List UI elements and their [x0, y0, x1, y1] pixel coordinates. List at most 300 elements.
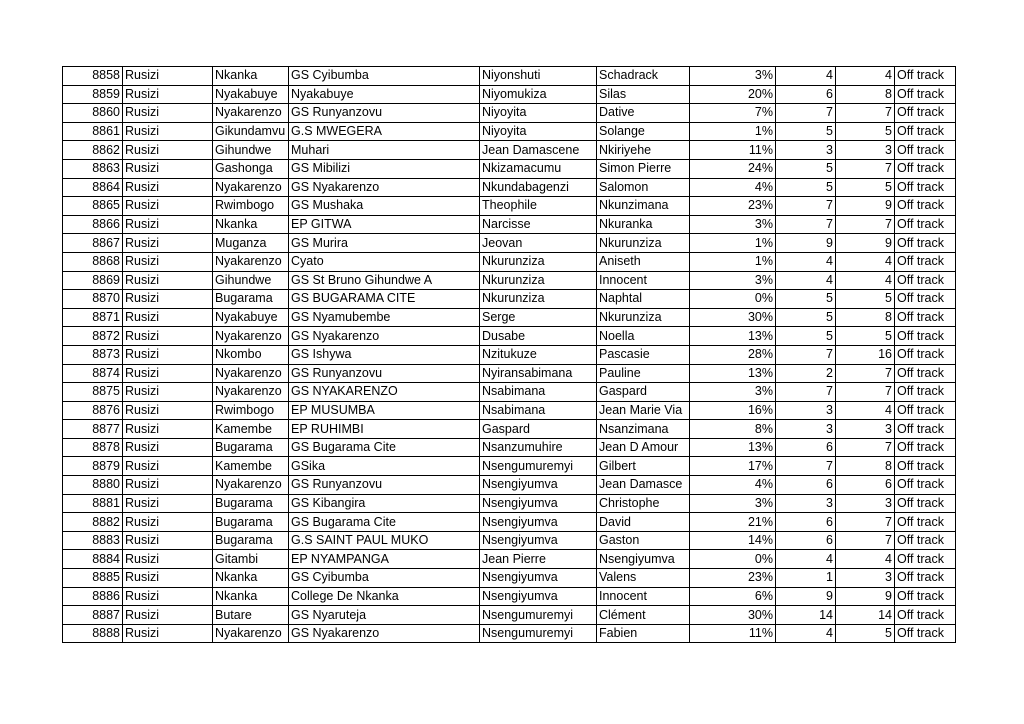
cell-percent: 16%	[690, 401, 776, 420]
cell-status: Off track	[895, 401, 956, 420]
cell-score-b: 8	[836, 457, 895, 476]
cell-first-name: Jean Damasce	[597, 476, 690, 495]
cell-first-name: Pascasie	[597, 345, 690, 364]
cell-score-a: 6	[776, 513, 836, 532]
cell-status: Off track	[895, 122, 956, 141]
cell-last-name: Nsabimana	[480, 383, 597, 402]
cell-row-number: 8875	[63, 383, 123, 402]
cell-row-number: 8858	[63, 67, 123, 86]
cell-status: Off track	[895, 476, 956, 495]
cell-sector: Nkanka	[213, 67, 289, 86]
cell-first-name: Nkurunziza	[597, 308, 690, 327]
cell-district: Rusizi	[123, 308, 213, 327]
cell-percent: 23%	[690, 197, 776, 216]
table-row	[63, 290, 956, 309]
cell-school: GS Runyanzovu	[289, 364, 480, 383]
cell-row-number: 8866	[63, 215, 123, 234]
cell-last-name: Narcisse	[480, 215, 597, 234]
cell-district: Rusizi	[123, 345, 213, 364]
cell-score-b: 9	[836, 234, 895, 253]
cell-first-name: Jean D Amour	[597, 438, 690, 457]
table-row	[63, 234, 956, 253]
table-row	[63, 550, 956, 569]
table-row	[63, 345, 956, 364]
cell-score-a: 3	[776, 494, 836, 513]
table-row	[63, 457, 956, 476]
cell-row-number: 8883	[63, 531, 123, 550]
cell-sector: Nyakarenzo	[213, 104, 289, 123]
cell-row-number: 8879	[63, 457, 123, 476]
table-row	[63, 327, 956, 346]
cell-school: GS Ishywa	[289, 345, 480, 364]
cell-score-b: 3	[836, 141, 895, 160]
cell-school: GS Nyamubembe	[289, 308, 480, 327]
table-row	[63, 513, 956, 532]
cell-status: Off track	[895, 234, 956, 253]
cell-status: Off track	[895, 178, 956, 197]
cell-district: Rusizi	[123, 271, 213, 290]
cell-sector: Kamembe	[213, 457, 289, 476]
cell-status: Off track	[895, 438, 956, 457]
cell-last-name: Nsengumuremyi	[480, 624, 597, 643]
cell-school: Nyakabuye	[289, 85, 480, 104]
cell-district: Rusizi	[123, 122, 213, 141]
cell-district: Rusizi	[123, 606, 213, 625]
cell-score-a: 3	[776, 401, 836, 420]
table-row	[63, 569, 956, 588]
cell-row-number: 8873	[63, 345, 123, 364]
cell-first-name: Solange	[597, 122, 690, 141]
cell-district: Rusizi	[123, 438, 213, 457]
cell-status: Off track	[895, 531, 956, 550]
cell-last-name: Dusabe	[480, 327, 597, 346]
cell-percent: 11%	[690, 141, 776, 160]
cell-last-name: Nsengiyumva	[480, 476, 597, 495]
cell-first-name: Simon Pierre	[597, 159, 690, 178]
cell-first-name: Christophe	[597, 494, 690, 513]
cell-school: GS Murira	[289, 234, 480, 253]
cell-first-name: Gilbert	[597, 457, 690, 476]
cell-sector: Rwimbogo	[213, 197, 289, 216]
table-body	[63, 67, 956, 643]
cell-percent: 28%	[690, 345, 776, 364]
cell-district: Rusizi	[123, 513, 213, 532]
table-row	[63, 624, 956, 643]
cell-first-name: Nkunzimana	[597, 197, 690, 216]
cell-last-name: Nkizamacumu	[480, 159, 597, 178]
cell-score-a: 9	[776, 587, 836, 606]
cell-status: Off track	[895, 606, 956, 625]
cell-row-number: 8882	[63, 513, 123, 532]
cell-status: Off track	[895, 550, 956, 569]
cell-row-number: 8876	[63, 401, 123, 420]
cell-percent: 4%	[690, 476, 776, 495]
cell-status: Off track	[895, 345, 956, 364]
cell-score-a: 4	[776, 624, 836, 643]
cell-last-name: Nsengiyumva	[480, 513, 597, 532]
cell-row-number: 8887	[63, 606, 123, 625]
cell-district: Rusizi	[123, 234, 213, 253]
cell-row-number: 8862	[63, 141, 123, 160]
cell-school: GS St Bruno Gihundwe A	[289, 271, 480, 290]
cell-row-number: 8868	[63, 252, 123, 271]
cell-last-name: Niyoyita	[480, 122, 597, 141]
cell-sector: Nkanka	[213, 569, 289, 588]
cell-score-a: 4	[776, 67, 836, 86]
cell-row-number: 8869	[63, 271, 123, 290]
cell-district: Rusizi	[123, 67, 213, 86]
cell-score-b: 6	[836, 476, 895, 495]
table-row	[63, 606, 956, 625]
cell-first-name: Fabien	[597, 624, 690, 643]
cell-percent: 8%	[690, 420, 776, 439]
cell-percent: 13%	[690, 327, 776, 346]
cell-first-name: Clément	[597, 606, 690, 625]
cell-school: College De Nkanka	[289, 587, 480, 606]
cell-last-name: Nsabimana	[480, 401, 597, 420]
cell-status: Off track	[895, 67, 956, 86]
cell-score-b: 7	[836, 531, 895, 550]
cell-row-number: 8870	[63, 290, 123, 309]
cell-district: Rusizi	[123, 494, 213, 513]
cell-school: GS Nyakarenzo	[289, 327, 480, 346]
cell-sector: Nyakarenzo	[213, 178, 289, 197]
cell-district: Rusizi	[123, 476, 213, 495]
table-row	[63, 104, 956, 123]
cell-first-name: Naphtal	[597, 290, 690, 309]
cell-sector: Gihundwe	[213, 141, 289, 160]
cell-percent: 6%	[690, 587, 776, 606]
cell-score-b: 5	[836, 178, 895, 197]
cell-score-b: 8	[836, 85, 895, 104]
cell-status: Off track	[895, 252, 956, 271]
cell-last-name: Nkundabagenzi	[480, 178, 597, 197]
cell-sector: Nyakarenzo	[213, 476, 289, 495]
cell-district: Rusizi	[123, 104, 213, 123]
cell-first-name: Noella	[597, 327, 690, 346]
cell-district: Rusizi	[123, 197, 213, 216]
cell-sector: Nyakarenzo	[213, 364, 289, 383]
cell-percent: 30%	[690, 308, 776, 327]
cell-score-a: 4	[776, 252, 836, 271]
cell-score-b: 7	[836, 159, 895, 178]
cell-district: Rusizi	[123, 383, 213, 402]
cell-score-a: 6	[776, 85, 836, 104]
cell-school: EP GITWA	[289, 215, 480, 234]
cell-last-name: Nkurunziza	[480, 271, 597, 290]
cell-percent: 23%	[690, 569, 776, 588]
cell-first-name: Schadrack	[597, 67, 690, 86]
cell-last-name: Theophile	[480, 197, 597, 216]
cell-percent: 3%	[690, 383, 776, 402]
table-row	[63, 85, 956, 104]
cell-score-a: 7	[776, 383, 836, 402]
cell-row-number: 8886	[63, 587, 123, 606]
cell-score-a: 9	[776, 234, 836, 253]
cell-district: Rusizi	[123, 141, 213, 160]
cell-district: Rusizi	[123, 624, 213, 643]
cell-score-b: 7	[836, 364, 895, 383]
cell-status: Off track	[895, 494, 956, 513]
cell-district: Rusizi	[123, 550, 213, 569]
cell-first-name: Gaston	[597, 531, 690, 550]
cell-row-number: 8880	[63, 476, 123, 495]
cell-percent: 24%	[690, 159, 776, 178]
cell-last-name: Jean Pierre	[480, 550, 597, 569]
cell-district: Rusizi	[123, 569, 213, 588]
cell-status: Off track	[895, 327, 956, 346]
cell-percent: 13%	[690, 438, 776, 457]
cell-district: Rusizi	[123, 587, 213, 606]
cell-percent: 3%	[690, 67, 776, 86]
cell-percent: 21%	[690, 513, 776, 532]
cell-first-name: Pauline	[597, 364, 690, 383]
cell-last-name: Nsengiyumva	[480, 531, 597, 550]
table-row	[63, 383, 956, 402]
cell-last-name: Nsengumuremyi	[480, 457, 597, 476]
cell-score-a: 5	[776, 308, 836, 327]
cell-score-b: 9	[836, 197, 895, 216]
cell-row-number: 8863	[63, 159, 123, 178]
cell-sector: Bugarama	[213, 494, 289, 513]
cell-school: GS Nyakarenzo	[289, 624, 480, 643]
cell-sector: Gitambi	[213, 550, 289, 569]
table-row	[63, 401, 956, 420]
cell-score-a: 5	[776, 122, 836, 141]
data-table	[62, 66, 956, 643]
cell-row-number: 8859	[63, 85, 123, 104]
cell-district: Rusizi	[123, 252, 213, 271]
cell-school: EP MUSUMBA	[289, 401, 480, 420]
cell-first-name: Nsengiyumva	[597, 550, 690, 569]
cell-status: Off track	[895, 104, 956, 123]
cell-district: Rusizi	[123, 85, 213, 104]
cell-status: Off track	[895, 569, 956, 588]
cell-percent: 3%	[690, 271, 776, 290]
cell-score-a: 14	[776, 606, 836, 625]
cell-sector: Nkanka	[213, 587, 289, 606]
cell-school: GS Mibilizi	[289, 159, 480, 178]
cell-score-a: 4	[776, 550, 836, 569]
cell-percent: 13%	[690, 364, 776, 383]
cell-percent: 20%	[690, 85, 776, 104]
cell-score-a: 6	[776, 438, 836, 457]
cell-status: Off track	[895, 141, 956, 160]
cell-row-number: 8864	[63, 178, 123, 197]
cell-district: Rusizi	[123, 290, 213, 309]
cell-first-name: Innocent	[597, 271, 690, 290]
cell-score-b: 8	[836, 308, 895, 327]
cell-score-a: 7	[776, 215, 836, 234]
cell-school: G.S SAINT PAUL MUKO	[289, 531, 480, 550]
cell-score-b: 3	[836, 494, 895, 513]
cell-district: Rusizi	[123, 420, 213, 439]
cell-last-name: Nsengumuremyi	[480, 606, 597, 625]
cell-sector: Kamembe	[213, 420, 289, 439]
cell-district: Rusizi	[123, 401, 213, 420]
cell-row-number: 8878	[63, 438, 123, 457]
cell-sector: Muganza	[213, 234, 289, 253]
cell-district: Rusizi	[123, 178, 213, 197]
cell-status: Off track	[895, 457, 956, 476]
cell-score-b: 3	[836, 420, 895, 439]
cell-score-b: 7	[836, 215, 895, 234]
cell-score-b: 4	[836, 550, 895, 569]
cell-score-a: 5	[776, 290, 836, 309]
cell-score-a: 7	[776, 457, 836, 476]
cell-sector: Bugarama	[213, 438, 289, 457]
cell-district: Rusizi	[123, 531, 213, 550]
cell-last-name: Jean Damascene	[480, 141, 597, 160]
cell-first-name: Nkuranka	[597, 215, 690, 234]
cell-last-name: Nkurunziza	[480, 252, 597, 271]
cell-district: Rusizi	[123, 327, 213, 346]
cell-status: Off track	[895, 420, 956, 439]
cell-sector: Nyakabuye	[213, 85, 289, 104]
table-row	[63, 141, 956, 160]
cell-school: GSika	[289, 457, 480, 476]
table-row	[63, 308, 956, 327]
cell-score-a: 6	[776, 476, 836, 495]
cell-status: Off track	[895, 587, 956, 606]
cell-percent: 1%	[690, 234, 776, 253]
cell-district: Rusizi	[123, 457, 213, 476]
cell-school: GS Mushaka	[289, 197, 480, 216]
table-row	[63, 159, 956, 178]
table-row	[63, 420, 956, 439]
cell-sector: Bugarama	[213, 290, 289, 309]
cell-row-number: 8867	[63, 234, 123, 253]
cell-score-b: 7	[836, 438, 895, 457]
table-row	[63, 178, 956, 197]
cell-score-a: 3	[776, 420, 836, 439]
cell-percent: 30%	[690, 606, 776, 625]
cell-row-number: 8872	[63, 327, 123, 346]
cell-score-b: 5	[836, 327, 895, 346]
cell-score-a: 1	[776, 569, 836, 588]
cell-score-a: 5	[776, 178, 836, 197]
cell-first-name: Salomon	[597, 178, 690, 197]
cell-row-number: 8860	[63, 104, 123, 123]
cell-last-name: Nsengiyumva	[480, 569, 597, 588]
cell-first-name: Aniseth	[597, 252, 690, 271]
cell-school: EP RUHIMBI	[289, 420, 480, 439]
cell-score-b: 5	[836, 624, 895, 643]
cell-school: GS Nyaruteja	[289, 606, 480, 625]
cell-score-b: 7	[836, 513, 895, 532]
cell-score-a: 5	[776, 327, 836, 346]
cell-sector: Butare	[213, 606, 289, 625]
cell-school: GS Cyibumba	[289, 67, 480, 86]
cell-status: Off track	[895, 159, 956, 178]
table-row	[63, 252, 956, 271]
cell-status: Off track	[895, 215, 956, 234]
cell-percent: 3%	[690, 215, 776, 234]
cell-score-a: 2	[776, 364, 836, 383]
cell-percent: 1%	[690, 122, 776, 141]
cell-first-name: David	[597, 513, 690, 532]
cell-score-b: 4	[836, 401, 895, 420]
cell-first-name: Innocent	[597, 587, 690, 606]
cell-sector: Nyakarenzo	[213, 383, 289, 402]
cell-score-b: 5	[836, 290, 895, 309]
cell-row-number: 8884	[63, 550, 123, 569]
cell-score-a: 5	[776, 159, 836, 178]
cell-row-number: 8874	[63, 364, 123, 383]
cell-first-name: Nkurunziza	[597, 234, 690, 253]
cell-school: EP NYAMPANGA	[289, 550, 480, 569]
cell-school: GS Bugarama Cite	[289, 438, 480, 457]
cell-sector: Nkombo	[213, 345, 289, 364]
cell-score-a: 7	[776, 345, 836, 364]
cell-status: Off track	[895, 624, 956, 643]
cell-score-b: 5	[836, 122, 895, 141]
cell-percent: 0%	[690, 550, 776, 569]
cell-score-a: 4	[776, 271, 836, 290]
cell-row-number: 8865	[63, 197, 123, 216]
table-row	[63, 122, 956, 141]
cell-status: Off track	[895, 197, 956, 216]
cell-score-b: 16	[836, 345, 895, 364]
table-row	[63, 215, 956, 234]
cell-district: Rusizi	[123, 364, 213, 383]
cell-percent: 11%	[690, 624, 776, 643]
table-row	[63, 364, 956, 383]
cell-last-name: Gaspard	[480, 420, 597, 439]
cell-sector: Bugarama	[213, 513, 289, 532]
cell-school: GS Runyanzovu	[289, 104, 480, 123]
cell-percent: 1%	[690, 252, 776, 271]
cell-status: Off track	[895, 290, 956, 309]
cell-percent: 0%	[690, 290, 776, 309]
cell-school: GS Cyibumba	[289, 569, 480, 588]
cell-last-name: Niyoyita	[480, 104, 597, 123]
cell-last-name: Nsanzumuhire	[480, 438, 597, 457]
cell-sector: Gihundwe	[213, 271, 289, 290]
cell-first-name: Jean Marie Via	[597, 401, 690, 420]
cell-district: Rusizi	[123, 215, 213, 234]
cell-last-name: Niyomukiza	[480, 85, 597, 104]
cell-sector: Nyakabuye	[213, 308, 289, 327]
cell-last-name: Jeovan	[480, 234, 597, 253]
cell-score-b: 4	[836, 252, 895, 271]
cell-last-name: Nzitukuze	[480, 345, 597, 364]
cell-status: Off track	[895, 513, 956, 532]
cell-first-name: Valens	[597, 569, 690, 588]
cell-school: Cyato	[289, 252, 480, 271]
cell-score-b: 9	[836, 587, 895, 606]
cell-score-b: 4	[836, 67, 895, 86]
cell-row-number: 8877	[63, 420, 123, 439]
cell-score-a: 7	[776, 197, 836, 216]
cell-last-name: Nyiransabimana	[480, 364, 597, 383]
cell-sector: Rwimbogo	[213, 401, 289, 420]
cell-last-name: Nsengiyumva	[480, 587, 597, 606]
cell-school: Muhari	[289, 141, 480, 160]
cell-sector: Bugarama	[213, 531, 289, 550]
cell-status: Off track	[895, 383, 956, 402]
table-row	[63, 438, 956, 457]
cell-percent: 17%	[690, 457, 776, 476]
cell-percent: 7%	[690, 104, 776, 123]
cell-sector: Nkanka	[213, 215, 289, 234]
cell-score-b: 4	[836, 271, 895, 290]
cell-first-name: Nsanzimana	[597, 420, 690, 439]
cell-last-name: Niyonshuti	[480, 67, 597, 86]
cell-score-b: 14	[836, 606, 895, 625]
cell-school: GS Bugarama Cite	[289, 513, 480, 532]
cell-school: G.S MWEGERA	[289, 122, 480, 141]
